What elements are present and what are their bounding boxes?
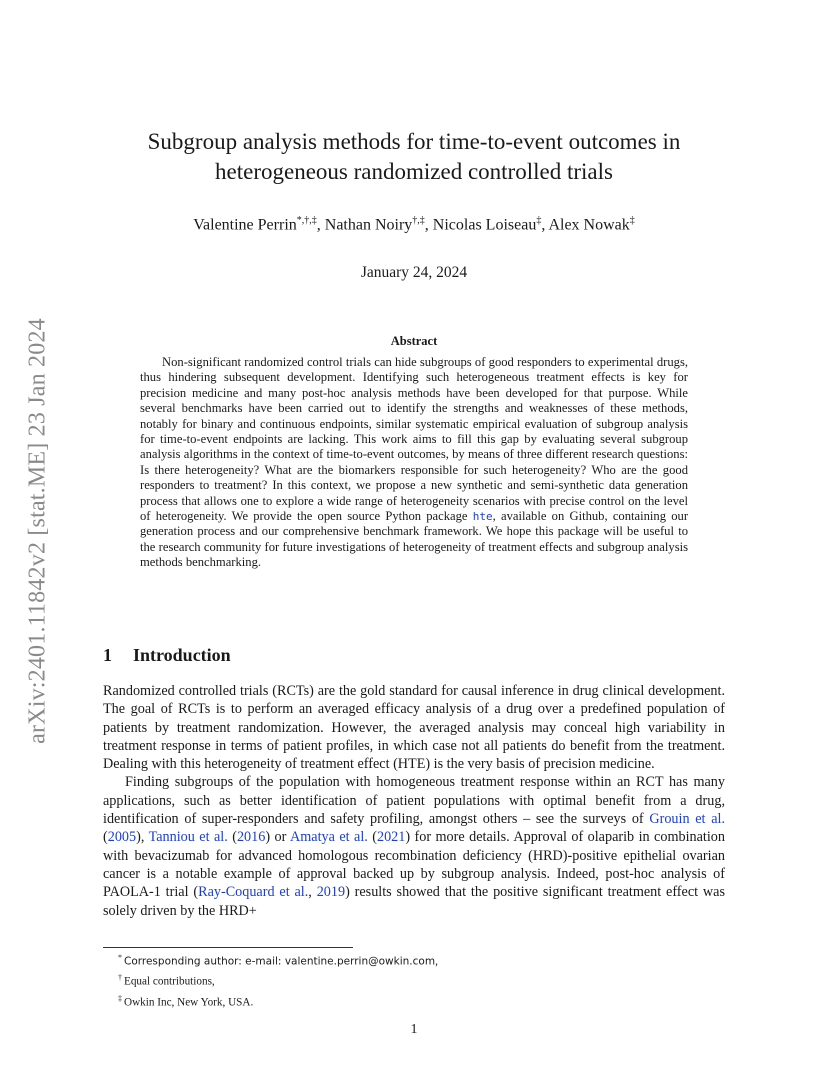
author-separator: , bbox=[541, 216, 549, 234]
title-line-2: heterogeneous randomized controlled trials bbox=[215, 159, 613, 184]
publication-date: January 24, 2024 bbox=[360, 264, 468, 281]
paragraph-text: ) results showed that the positive significant treatment effect was solely driven by the HRD+ bbox=[103, 884, 725, 919]
author-name: Nathan Noiry bbox=[324, 216, 413, 234]
abstract-heading: Abstract bbox=[390, 334, 438, 348]
footnote-mark: ‡ bbox=[118, 993, 122, 1003]
citation-link[interactable]: Tanniou et al. bbox=[148, 829, 228, 846]
arxiv-identifier-stamp: arXiv:2401.11842v2 [stat.ME] 23 Jan 2024 bbox=[24, 318, 51, 744]
section-body bbox=[103, 682, 725, 920]
abstract-text: Non-significant randomized control trials can hide subgroups of good responders to experimental drugs, thus hindering subsequent development. Identifying such heterogeneous treatment effects is key for precision medicine and many post-hoc analysis methods have been developed for that purpose. While several benchmarks have been carried out to identify the strengths and weaknesses of these methods, notably for binary and continuous endpoints, similar systematic empirical evaluation of subgroup analysis for time-to-event endpoints are lacking. This work aims to fill this gap by evaluating several subgroup analysis algorithms in the context of time-to-event outcomes, by means of three different research questions: Is there heterogeneity? What are the biomarkers responsible for such heterogeneity? Who are the good responders to treatment? In this context, we propose a new synthetic and semi-synthetic data generation process that allows one to explore a wide range of heterogeneity scenarios with precise control on the level of heterogeneity. We provide the open source Python package bbox=[140, 355, 688, 524]
package-name-link[interactable]: hte bbox=[472, 510, 493, 524]
author-affiliation-marks: ‡ bbox=[536, 215, 542, 226]
citation-year-link[interactable]: 2021 bbox=[376, 829, 406, 846]
footnote bbox=[118, 970, 438, 990]
footnote-text: , bbox=[435, 955, 438, 968]
abstract-body bbox=[140, 355, 688, 571]
author-affiliation-marks: ‡ bbox=[629, 215, 635, 226]
paragraph-text: ), bbox=[136, 829, 149, 846]
citation-link[interactable]: Grouin et al. bbox=[649, 811, 726, 828]
author-name: Valentine Perrin bbox=[193, 216, 297, 234]
footnote-email[interactable]: valentine.perrin@owkin.com bbox=[284, 955, 436, 968]
author-affiliation-marks: †,‡ bbox=[412, 215, 425, 226]
page-number: 1 bbox=[410, 1022, 418, 1037]
author-name: Alex Nowak bbox=[548, 216, 630, 234]
citation-year-link[interactable]: 2019 bbox=[316, 884, 346, 901]
section-title: Introduction bbox=[133, 645, 231, 665]
title-line-1: Subgroup analysis methods for time-to-event outcomes in bbox=[147, 129, 681, 154]
author-separator: , bbox=[424, 216, 433, 234]
author-name: Nicolas Loiseau bbox=[432, 216, 537, 234]
paper-title bbox=[100, 127, 728, 187]
paragraph-text: Finding subgroups of the population with homogeneous treatment response within an RCT has many applications, such as better identification of patient populations with optimal benefit from a drug, identification of super-responders and safety profiling, amongst others – see the surveys of bbox=[103, 774, 725, 828]
section-number: 1 bbox=[103, 645, 112, 665]
footnote-mark: † bbox=[118, 973, 122, 983]
footnote-mark: * bbox=[118, 953, 122, 962]
paragraph: Randomized controlled trials (RCTs) are the gold standard for causal inference in drug clinical development. The goal of RCTs is to perform an averaged efficacy analysis of a drug over a predefined population of patients by treatment randomization. However, the averaged analysis may conceal high variability in treatment response in terms of patient profiles, in which case not all patients do benefit from the treatment. Dealing with this heterogeneity of treatment effect (HTE) is the very basis of precision medicine. bbox=[103, 683, 725, 773]
author-affiliation-marks: *,†,‡ bbox=[296, 215, 317, 226]
paragraph: Finding subgroups of the population with homogeneous treatment response within an RCT has many applications, such as better identification of patient populations with optimal benefit from a drug, identification of super-responders and safety profiling, amongst others – see the surveys of Grouin et al. (2005), Tanniou et al. (2016) or Amatya et al. (2021) for more details. Approval of olaparib in combination with bevacizumab for advanced homologous recombination deficiency (HRD)-positive epithelial ovarian cancer is a notable example of approval backed up by subgroup analysis. Indeed, post-hoc analysis of PAOLA-1 trial (Ray-Coquard et al., 2019) results showed that the positive significant treatment effect was solely driven by the HRD+ bbox=[103, 774, 726, 919]
author-separator: , bbox=[316, 216, 325, 234]
citation-link[interactable]: Ray-Coquard et al. bbox=[198, 884, 309, 901]
author-list bbox=[100, 215, 728, 234]
footnote-text: Corresponding author: e-mail: bbox=[124, 955, 285, 968]
citation-link[interactable]: Amatya et al. bbox=[289, 829, 368, 846]
footnote-divider bbox=[103, 947, 353, 948]
footnote bbox=[118, 950, 438, 970]
footnotes bbox=[118, 950, 438, 1011]
paragraph-text: ) for more details. Approval of olaparib in combination with bevacizumab for advanced homologous recombination deficiency (HRD)-positive epithelial ovarian cancer is a notable example of approval backed up by subgroup analysis. Indeed, post-hoc analysis of PAOLA-1 trial ( bbox=[103, 829, 725, 901]
citation-year-link[interactable]: 2016 bbox=[236, 829, 266, 846]
paragraph-text: ) or bbox=[265, 829, 290, 846]
section-heading bbox=[103, 645, 231, 666]
citation-year-link[interactable]: 2005 bbox=[107, 829, 137, 846]
footnote bbox=[118, 991, 438, 1011]
abstract-text: , available on Github, containing our generation process and our comprehensive benchmark framework. We hope this package will be useful to the research community for future investigations of heterogeneity of treatment effects and subgroup analysis methods benchmarking. bbox=[140, 509, 689, 570]
footnote-text: Owkin Inc, New York, USA. bbox=[124, 996, 254, 1009]
footnote-text: Equal contributions, bbox=[124, 976, 215, 989]
